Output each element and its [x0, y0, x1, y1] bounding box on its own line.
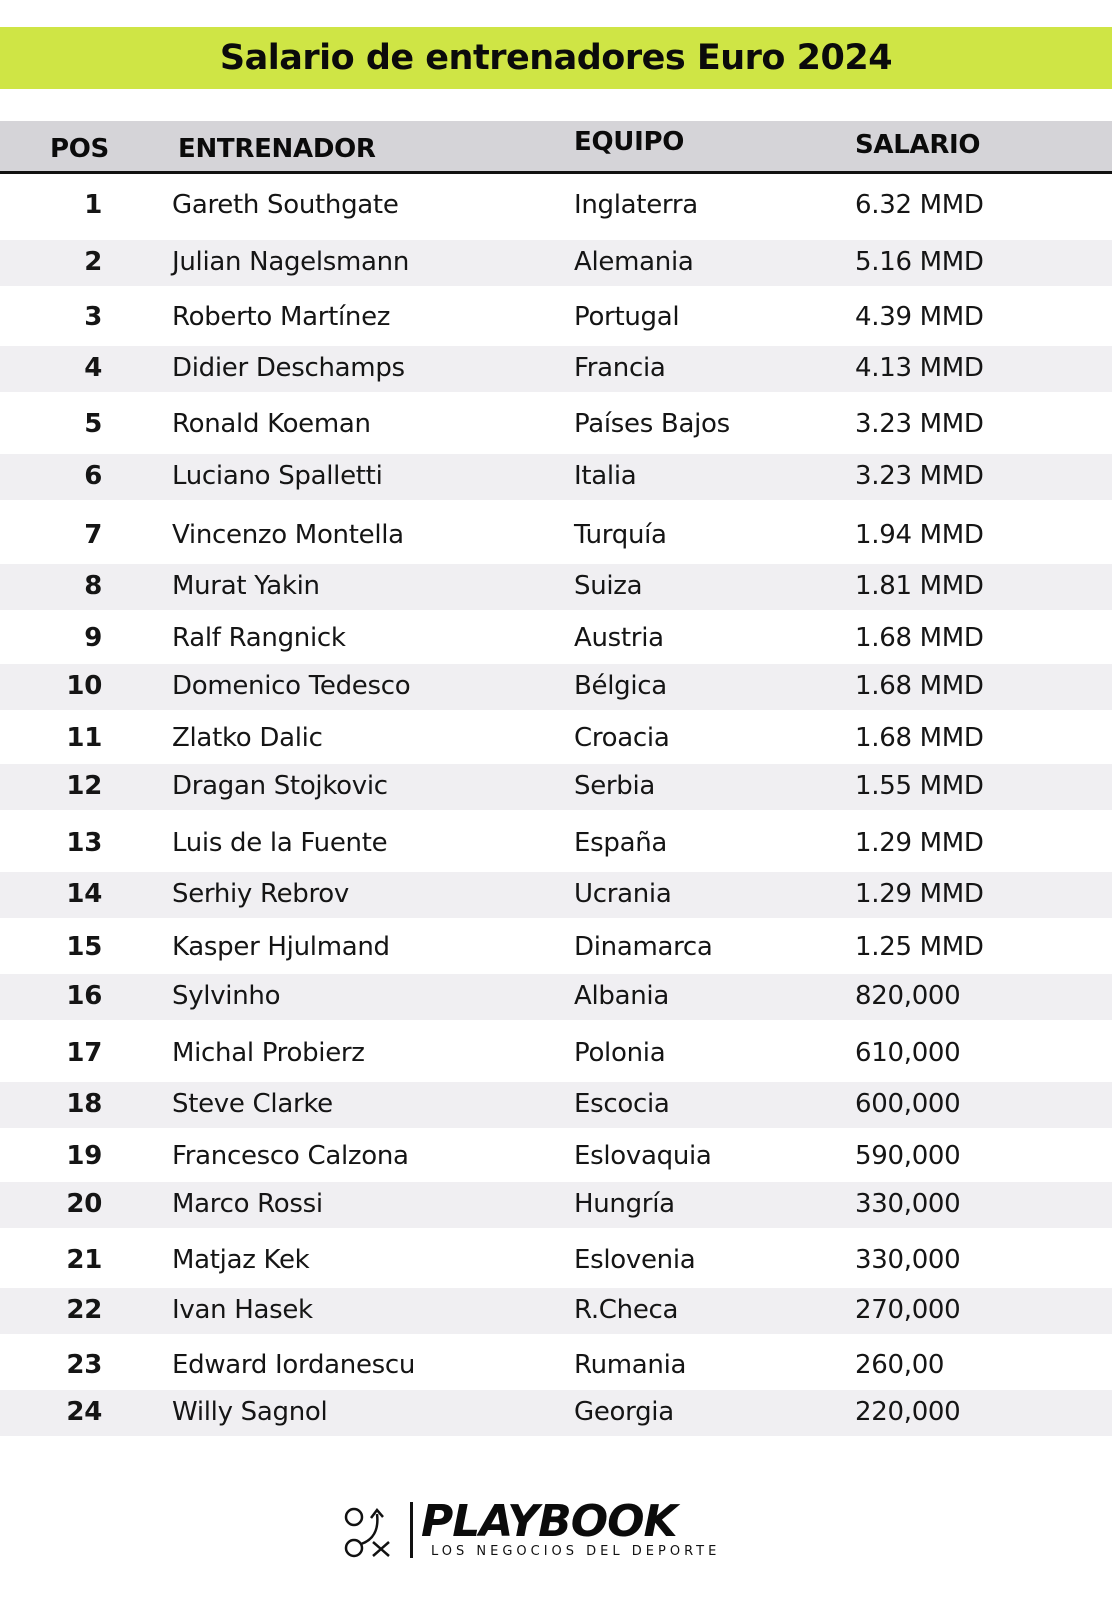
row-salary: 330,000: [855, 1245, 961, 1275]
table-row: [0, 1132, 1112, 1182]
row-team: Países Bajos: [574, 409, 730, 439]
row-salary: 4.39 MMD: [855, 302, 984, 332]
row-team: Polonia: [574, 1038, 666, 1068]
row-team: Georgia: [574, 1397, 674, 1427]
row-team: Croacia: [574, 723, 670, 753]
row-salary: 4.13 MMD: [855, 353, 984, 383]
row-coach: Ronald Koeman: [172, 409, 371, 439]
row-salary: 5.16 MMD: [855, 247, 984, 277]
row-pos: 21: [66, 1245, 102, 1275]
row-team: Francia: [574, 353, 666, 383]
table-row: [0, 1082, 1112, 1128]
row-salary: 3.23 MMD: [855, 409, 984, 439]
header-coach: ENTRENADOR: [178, 134, 376, 164]
table-row: [0, 346, 1112, 392]
table-row: [0, 292, 1112, 344]
row-coach: Domenico Tedesco: [172, 671, 411, 701]
row-pos: 22: [66, 1295, 102, 1325]
logo-wordmark: PLAYBOOK: [421, 1496, 677, 1547]
row-pos: 17: [66, 1038, 102, 1068]
row-coach: Julian Nagelsmann: [172, 247, 410, 277]
row-salary: 1.68 MMD: [855, 671, 984, 701]
row-pos: 10: [66, 671, 102, 701]
row-salary: 260,00: [855, 1350, 945, 1380]
row-salary: 330,000: [855, 1189, 961, 1219]
row-pos: 15: [66, 932, 102, 962]
row-salary: 610,000: [855, 1038, 961, 1068]
row-pos: 7: [84, 520, 102, 550]
row-team: Dinamarca: [574, 932, 713, 962]
table-row: [0, 714, 1112, 764]
row-salary: 1.68 MMD: [855, 723, 984, 753]
row-salary: 270,000: [855, 1295, 961, 1325]
row-pos: 3: [84, 302, 102, 332]
row-coach: Ralf Rangnick: [172, 623, 346, 653]
table-row: [0, 1026, 1112, 1082]
table-row: [0, 664, 1112, 710]
row-salary: 3.23 MMD: [855, 461, 984, 491]
row-coach: Sylvinho: [172, 981, 281, 1011]
row-team: Albania: [574, 981, 669, 1011]
row-team: Inglaterra: [574, 190, 698, 220]
row-team: Rumania: [574, 1350, 687, 1380]
row-pos: 8: [84, 571, 102, 601]
row-coach: Matjaz Kek: [172, 1245, 310, 1275]
row-salary: 820,000: [855, 981, 961, 1011]
table-row: [0, 174, 1112, 238]
row-coach: Luis de la Fuente: [172, 828, 388, 858]
table-row: [0, 614, 1112, 664]
logo-divider: [410, 1502, 413, 1558]
row-team: Austria: [574, 623, 664, 653]
row-team: Portugal: [574, 302, 680, 332]
row-coach: Murat Yakin: [172, 571, 320, 601]
row-coach: Kasper Hjulmand: [172, 932, 390, 962]
row-pos: 16: [66, 981, 102, 1011]
row-team: España: [574, 828, 668, 858]
row-team: Turquía: [574, 520, 667, 550]
table-row: [0, 922, 1112, 974]
row-team: Ucrania: [574, 879, 672, 909]
table-row: [0, 1182, 1112, 1228]
table-row: [0, 816, 1112, 872]
row-team: R.Checa: [574, 1295, 679, 1325]
row-pos: 9: [84, 623, 102, 653]
row-pos: 23: [66, 1350, 102, 1380]
row-salary: 1.29 MMD: [855, 828, 984, 858]
row-pos: 12: [66, 771, 102, 801]
row-salary: 1.55 MMD: [855, 771, 984, 801]
row-coach: Edward Iordanescu: [172, 1350, 416, 1380]
row-pos: 19: [66, 1141, 102, 1171]
playbook-logo: [343, 1496, 721, 1570]
table-row: [0, 1390, 1112, 1436]
row-coach: Didier Deschamps: [172, 353, 405, 383]
row-salary: 1.94 MMD: [855, 520, 984, 550]
row-coach: Steve Clarke: [172, 1089, 333, 1119]
row-salary: 1.29 MMD: [855, 879, 984, 909]
header-pos: POS: [50, 134, 109, 164]
table-row: [0, 396, 1112, 454]
row-pos: 4: [84, 353, 102, 383]
row-coach: Zlatko Dalic: [172, 723, 323, 753]
row-coach: Marco Rossi: [172, 1189, 323, 1219]
row-coach: Francesco Calzona: [172, 1141, 409, 1171]
title-banner: [0, 27, 1112, 89]
row-pos: 5: [84, 409, 102, 439]
page-title: Salario de entrenadores Euro 2024: [219, 38, 893, 78]
row-pos: 18: [66, 1089, 102, 1119]
row-pos: 20: [66, 1189, 102, 1219]
row-team: Serbia: [574, 771, 656, 801]
row-salary: 1.68 MMD: [855, 623, 984, 653]
playbook-tactics-icon: [343, 1506, 399, 1558]
row-pos: 1: [84, 190, 102, 220]
row-coach: Vincenzo Montella: [172, 520, 404, 550]
row-pos: 13: [66, 828, 102, 858]
row-salary: 6.32 MMD: [855, 190, 984, 220]
table-row: [0, 1340, 1112, 1392]
table-row: [0, 240, 1112, 286]
row-team: Escocia: [574, 1089, 670, 1119]
row-salary: 1.25 MMD: [855, 932, 984, 962]
row-team: Suiza: [574, 571, 643, 601]
table-row: [0, 510, 1112, 562]
row-coach: Roberto Martínez: [172, 302, 391, 332]
row-pos: 11: [66, 723, 102, 753]
row-team: Eslovenia: [574, 1245, 696, 1275]
row-salary: 220,000: [855, 1397, 961, 1427]
row-salary: 590,000: [855, 1141, 961, 1171]
row-coach: Michal Probierz: [172, 1038, 365, 1068]
row-team: Alemania: [574, 247, 694, 277]
row-team: Italia: [574, 461, 637, 491]
row-team: Eslovaquia: [574, 1141, 712, 1171]
row-coach: Serhiy Rebrov: [172, 879, 349, 909]
row-pos: 6: [84, 461, 102, 491]
row-salary: 1.81 MMD: [855, 571, 984, 601]
table-row: [0, 974, 1112, 1020]
table-header: [0, 121, 1112, 174]
row-coach: Dragan Stojkovic: [172, 771, 388, 801]
row-pos: 14: [66, 879, 102, 909]
table-row: [0, 872, 1112, 918]
table-row: [0, 764, 1112, 810]
table-row: [0, 1288, 1112, 1334]
row-team: Bélgica: [574, 671, 667, 701]
table-row: [0, 564, 1112, 610]
header-team: EQUIPO: [574, 127, 685, 157]
row-pos: 24: [66, 1397, 102, 1427]
row-salary: 600,000: [855, 1089, 961, 1119]
row-team: Hungría: [574, 1189, 675, 1219]
table-row: [0, 454, 1112, 500]
row-pos: 2: [84, 247, 102, 277]
header-salary: SALARIO: [855, 130, 981, 160]
row-coach: Gareth Southgate: [172, 190, 399, 220]
row-coach: Willy Sagnol: [172, 1397, 328, 1427]
row-coach: Luciano Spalletti: [172, 461, 383, 491]
table-row: [0, 1234, 1112, 1288]
logo-tagline: LOS NEGOCIOS DEL DEPORTE: [431, 1544, 721, 1559]
row-coach: Ivan Hasek: [172, 1295, 313, 1325]
